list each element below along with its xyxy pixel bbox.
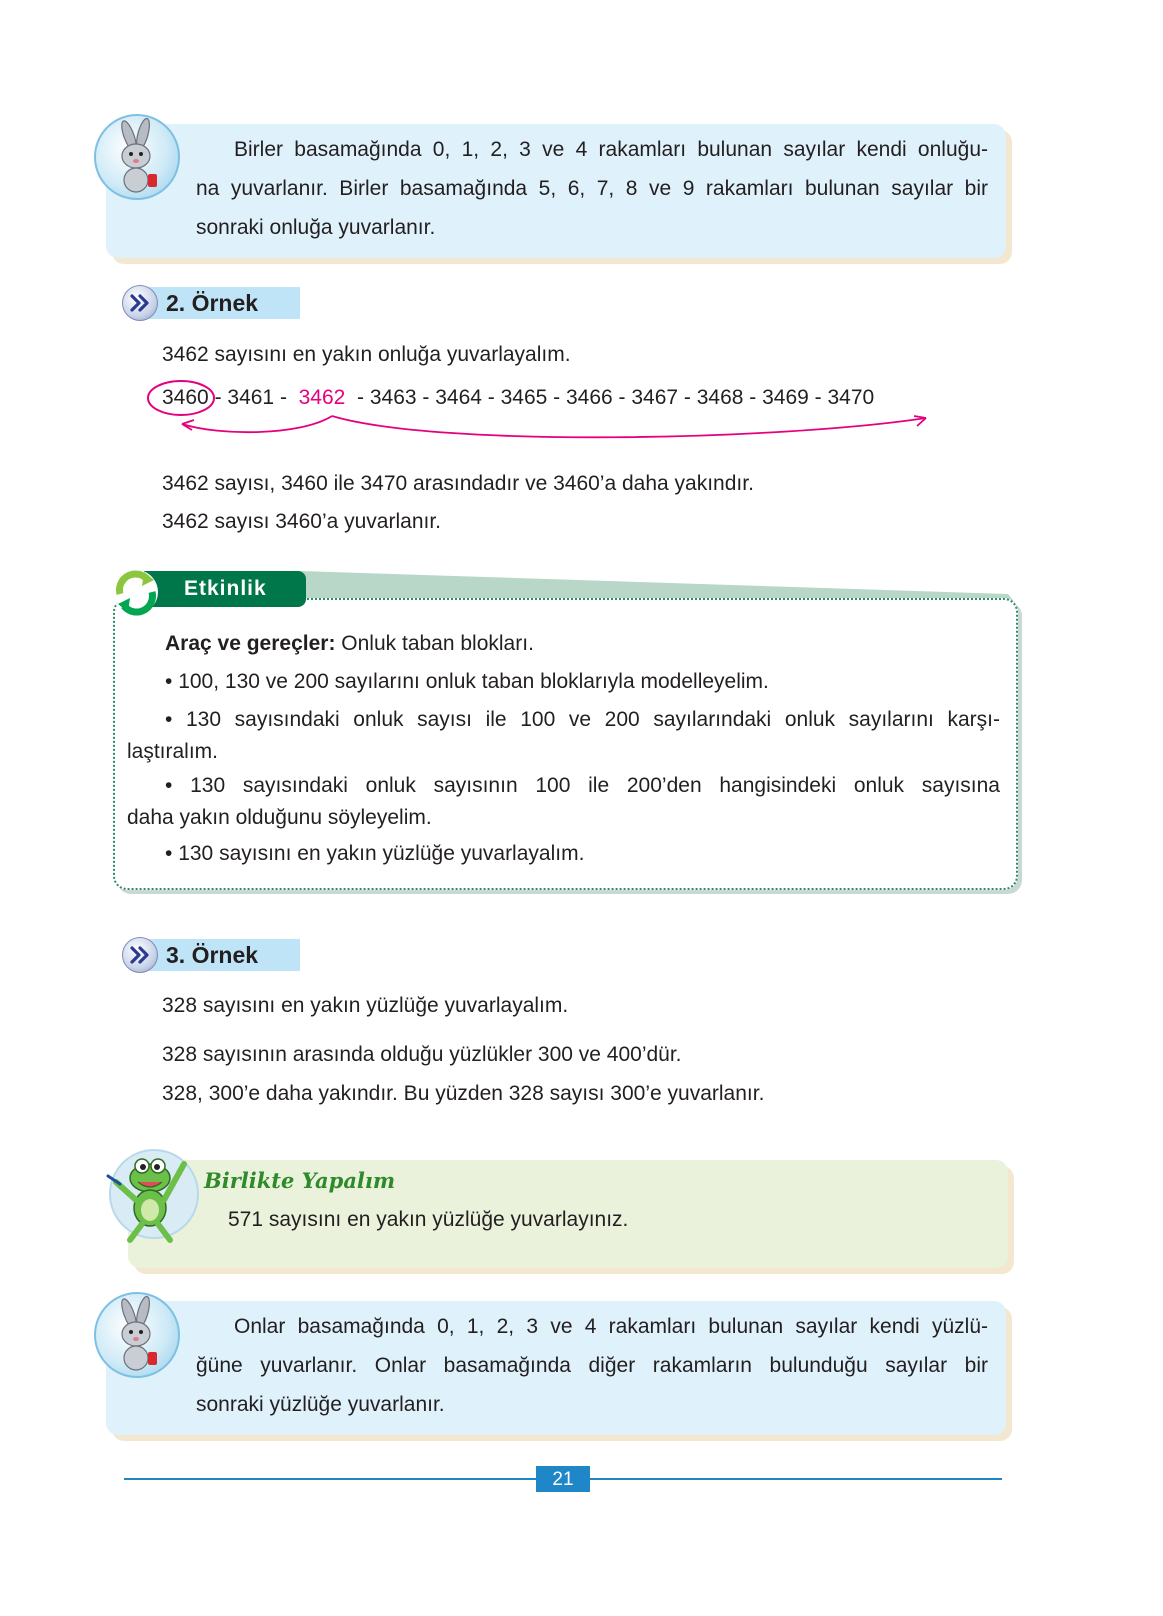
activity-item-text: 130 sayısındaki onluk sayısı ile 100 ve 200 sayılarındaki onluk sayılarını karşı- [185, 708, 1000, 731]
together-title: Birlikte Yapalım [204, 1168, 396, 1193]
activity-item-text: laştıralım. [127, 740, 219, 763]
sequence-part: - 3463 - 3464 - 3465 - 3466 - 3467 - 3468 - 3469 - 3470 [351, 386, 875, 409]
example-3-header [122, 937, 300, 973]
activity-tools-value: Onluk taban blokları. [335, 632, 534, 655]
activity-title-tab [144, 571, 306, 607]
rabbit-mascot-icon [94, 1292, 180, 1378]
recycle-arrows-icon [110, 566, 162, 618]
frog-mascot-icon [100, 1142, 200, 1246]
example-2-explanation-2: 3462 sayısı 3460’a yuvarlanır. [162, 510, 442, 533]
double-chevron-icon [122, 937, 158, 973]
info-box-birler-text [196, 130, 988, 247]
bullet: • [165, 842, 173, 865]
info-box-onlar-text [196, 1307, 988, 1424]
together-task: 571 sayısını en yakın yüzlüğe yuvarlayınız. [228, 1208, 629, 1231]
example-2-intro: 3462 sayısını en yakın onluğa yuvarlayalım. [162, 343, 571, 366]
info-line: Birler basamağında 0, 1, 2, 3 ve 4 rakamları bulunan sayılar kendi onluğu- [234, 138, 988, 161]
activity-tools [165, 628, 1000, 660]
page-number-badge [536, 1466, 590, 1492]
example-3-intro: 328 sayısını en yakın yüzlüğe yuvarlayalım. [162, 994, 569, 1017]
bullet: • [165, 670, 173, 693]
activity-tools-label: Araç ve gereçler: [165, 632, 336, 655]
rounding-arrows [140, 378, 960, 448]
circle-marker [148, 381, 214, 415]
activity-item-3 [127, 770, 1000, 834]
page-number: 21 [552, 1469, 574, 1490]
activity-item-4 [165, 838, 1000, 870]
activity-item-1 [165, 666, 1000, 698]
info-line: na yuvarlanır. Birler basamağında 5, 6, 7, 8 ve 9 rakamları bulunan sayılar bir [196, 177, 988, 200]
info-line: sonraki yüzlüğe yuvarlanır. [196, 1393, 445, 1416]
example-2-explanation-1: 3462 sayısı, 3460 ile 3470 arasındadır ve 3460’a daha yakındır. [162, 472, 754, 495]
activity-item-text: 100, 130 ve 200 sayılarını onluk taban bloklarıyla modelleyelim. [172, 670, 769, 693]
sequence-circled-number: 3460 [162, 386, 209, 409]
info-line: Onlar basamağında 0, 1, 2, 3 ve 4 rakamları bulunan sayılar kendi yüzlü- [234, 1315, 988, 1338]
example-2-label: 2. Örnek [166, 290, 259, 316]
together-box [128, 1160, 1008, 1268]
activity-item-text: 130 sayısındaki onluk sayısının 100 ile 200’den hangisindeki onluk sayısına [172, 774, 1000, 797]
example-3-explanation-1: 328 sayısının arasında olduğu yüzlükler 300 ve 400’dür. [162, 1043, 682, 1066]
rabbit-mascot-icon [94, 114, 180, 200]
activity-item-text: 130 sayısını en yakın yüzlüğe yuvarlayalım. [178, 842, 585, 865]
bullet: • [165, 774, 173, 797]
bullet: • [165, 708, 173, 731]
double-chevron-icon [122, 285, 158, 321]
activity-title: Etkinlik [184, 577, 267, 600]
activity-item-2 [127, 704, 1000, 768]
arrow-to-3470 [332, 416, 926, 437]
activity-box [113, 598, 1018, 890]
info-line: sonraki onluğa yuvarlanır. [196, 216, 436, 239]
example-2-header [122, 285, 300, 321]
info-box-onlar [106, 1301, 1006, 1435]
arrow-to-3460 [182, 416, 332, 432]
example-3-label: 3. Örnek [166, 942, 259, 968]
sequence-part: - 3461 - [214, 386, 293, 409]
info-box-birler [106, 124, 1006, 258]
example-3-explanation-2: 328, 300’e daha yakındır. Bu yüzden 328 sayısı 300’e yuvarlanır. [162, 1082, 765, 1105]
activity-item-text: daha yakın olduğunu söyleyelim. [127, 806, 432, 829]
info-line: ğüne yuvarlanır. Onlar basamağında diğer rakamların bulunduğu sayılar bir [196, 1354, 988, 1377]
sequence-highlighted-number: 3462 [298, 386, 346, 409]
